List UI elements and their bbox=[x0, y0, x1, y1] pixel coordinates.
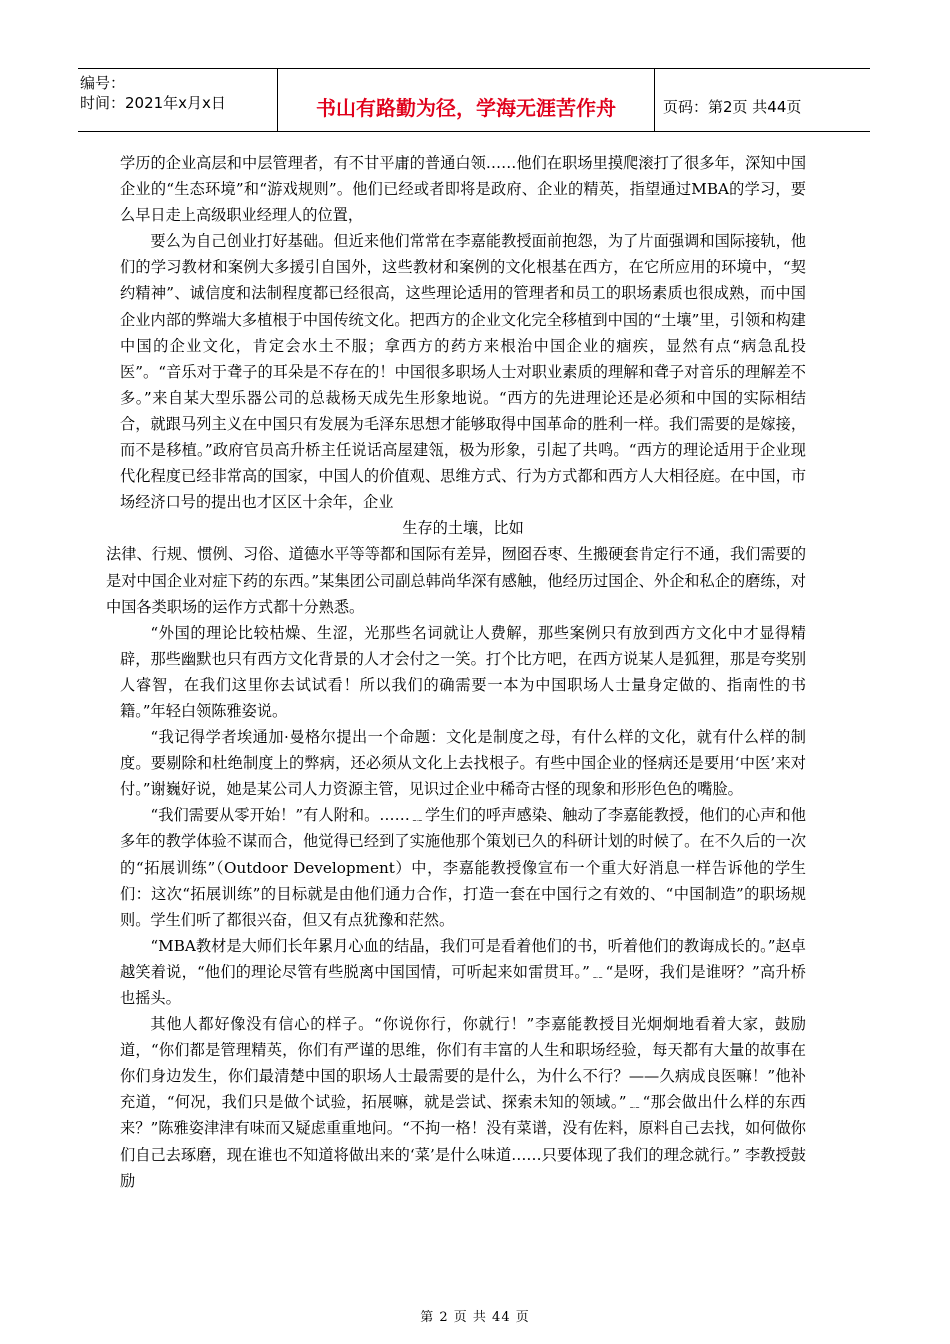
page-footer: 第 2 页 共 44 页 bbox=[420, 1310, 530, 1325]
page-header bbox=[78, 68, 870, 132]
paragraph-6: “我记得学者埃通加·曼格尔提出一个命题：文化是制度之母，有什么样的文化，就有什么样的制度。要剔除和杜绝制度上的弊病，还必须从文化上去找根子。有些中国企业的怪病还是要用‘中医’来对付。”谢巍好说，她是某公司人力资源主管，见识过企业中稀奇古怪的现象和形形色色的嘴脸。 bbox=[120, 728, 806, 799]
paragraph-9: 其他人都好像没有信心的样子。“你说你行，你就行！”李嘉能教授目光炯炯地看着大家，鼓励道，“你们都是管理精英，你们有严谨的思维，你们有丰富的人生和职场经验，每天都有大量的故事在你们身边发生，你们最清楚中国的职场人士最需要的是什么，为什么不行？——久病成良医嘛！”他补充道，“何况，我们只是做个试验，拓展嘛，就是尝试、探索未知的领域。”﹎“那会做出什么样的东西来？”陈雅姿津津有味而又疑虑重重地问。“不拘一格！没有菜谱，没有佐料，原料自己去找，如何做你们自己去琢磨，现在谁也不知道将做出来的‘菜’是什么味道……只要体现了我们的理念就行。” 李教授鼓励 bbox=[120, 1015, 806, 1190]
header-number: 编号： bbox=[80, 74, 126, 92]
header-motto: 书山有路勤为径，学海无涯苦作舟 bbox=[278, 69, 655, 131]
header-date: 时间：2021年x月x日 bbox=[80, 94, 226, 112]
paragraph-8: “MBA教材是大师们长年累月心血的结晶，我们可是看着他们的书，听着他们的教诲成长的。”赵卓越笑着说，“他们的理论尽管有些脱离中国国情，可听起来如雷贯耳。”﹎“是呀，我们是谁呀？”高升桥也摇头。 bbox=[120, 936, 806, 1007]
paragraph-1: 学历的企业高层和中层管理者，有不甘平庸的普通白领……他们在职场里摸爬滚打了很多年，深知中国企业的“生态环境”和“游戏规则”。他们已经或者即将是政府、企业的精英，指望通过MBA的学习，要么早日走上高级职业经理人的位置， bbox=[120, 154, 806, 225]
paragraph-2: 要么为自己创业打好基础。但近来他们常常在李嘉能教授面前抱怨，为了片面强调和国际接轨，他们的学习教材和案例大多援引自国外，这些教材和案例的文化根基在西方，在它所应用的环境中，“契约精神”、诚信度和法制程度都已经很高，这些理论适用的管理者和员工的职场素质也很成熟，而中国企业内部的弊端大多植根于中国传统文化。把西方的企业文化完全移植到中国的“土壤”里，引领和构建中国的企业文化，肯定会水土不服；拿西方的药方来根治中国企业的痼疾，显然有点“病急乱投医”。“音乐对于聋子的耳朵是不存在的！中国很多职场人士对职业素质的理解和聋子对音乐的理解差不多。”来自某大型乐器公司的总裁杨天成先生形象地说。“西方的先进理论还是必须和中国的实际相结合，就跟马列主义在中国只有发展为毛泽东思想才能够取得中国革命的胜利一样。我们需要的是嫁接，而不是移植。”政府官员高升桥主任说话高屋建瓴，极为形象，引起了共鸣。“西方的理论适用于企业现代化程度已经非常高的国家，中国人的价值观、思维方式、行为方式都和西方人大相径庭。在中国，市场经济口号的提出也才区区十余年，企业 bbox=[120, 232, 806, 512]
paragraph-5: “外国的理论比较枯燥、生涩，光那些名词就让人费解，那些案例只有放到西方文化中才显得精辟，那些幽默也只有西方文化背景的人才会付之一笑。打个比方吧，在西方说某人是狐狸，那是夸奖别人睿智，在我们这里你去试试看！所以我们的确需要一本为中国职场人士量身定做的、指南性的书籍。”年轻白领陈雅姿说。 bbox=[120, 623, 806, 720]
paragraph-3: 生存的土壤，比如 bbox=[402, 519, 524, 538]
paragraph-4: 法律、行规、惯例、习俗、道德水平等等都和国际有差异，囫囵吞枣、生搬硬套肯定行不通，我们需要的是对中国企业对症下药的东西。”某集团公司副总韩尚华深有感触，他经历过国企、外企和私企的磨练，对中国各类职场的运作方式都十分熟悉。 bbox=[106, 545, 806, 616]
paragraph-7: “我们需要从零开始！”有人附和。……﹎学生们的呼声感染、触动了李嘉能教授，他们的心声和他多年的教学体验不谋而合，他觉得已经到了实施他那个策划已久的科研计划的时候了。在不久后的一次的“拓展训练”（Outdoor Development）中，李嘉能教授像宣布一个重大好消息一样告诉他的学生们：这次“拓展训练”的目标就是由他们通力合作，打造一套在中国行之有效的、“中国制造”的职场规则。学生们听了都很兴奋，但又有点犹豫和茫然。 bbox=[120, 806, 806, 929]
document-body bbox=[106, 150, 806, 1194]
header-meta bbox=[78, 69, 278, 131]
header-page-number: 页码：第2页 共44页 bbox=[663, 97, 802, 116]
